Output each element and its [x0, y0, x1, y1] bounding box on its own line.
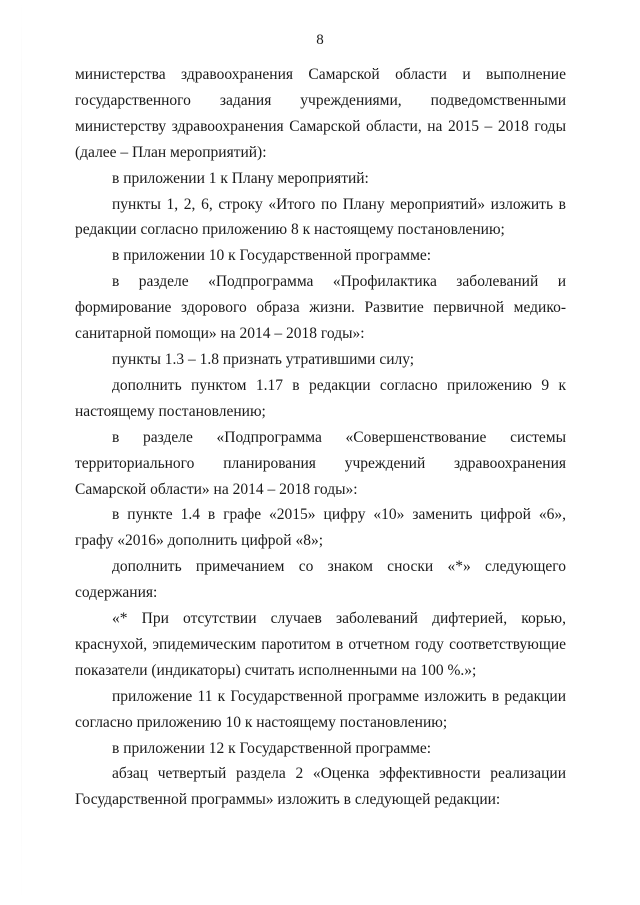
paragraph-continuation: министерства здравоохранения Самарской области и выполнение государственного задания учреждениями, подведомственными министерству здравоохранения Самарской области, на 2015 – 2018 годы (далее – План мероприятий):: [75, 66, 566, 161]
page-number: 8: [316, 32, 324, 48]
paragraph: в приложении 12 к Государственной программе:: [112, 739, 432, 757]
paragraph: в пункте 1.4 в графе «2015» цифру «10» заменить цифрой «6», графу «2016» дополнить цифрой «8»;: [75, 506, 566, 550]
paragraph-quote: «* При отсутствии случаев заболеваний дифтерией, корью, краснухой, эпидемическим паротитом в отчетном году соответствующие показатели (индикаторы) считать исполненными на 100 %.»;: [75, 610, 566, 679]
paragraph: в разделе «Подпрограмма «Профилактика заболеваний и формирование здорового образа жизни. Развитие первичной медико-санитарной помощи» на 2014 – 2018 годы»:: [75, 273, 566, 343]
paragraph: дополнить примечанием со знаком сноски «*» следующего содержания:: [75, 558, 566, 602]
paragraph: в приложении 1 к Плану мероприятий:: [112, 169, 369, 187]
paragraph: в приложении 10 к Государственной программе:: [112, 247, 432, 265]
paragraph: в разделе «Подпрограмма «Совершенствование системы территориального планирования учреждений здравоохранения Самарской области» на 2014 – 2018 годы»:: [75, 428, 566, 498]
paragraph: пункты 1.3 – 1.8 признать утратившими силу;: [112, 350, 415, 368]
paragraph: приложение 11 к Государственной программе изложить в редакции согласно приложению 10 к настоящему постановлению;: [75, 687, 566, 731]
paragraph: абзац четвертый раздела 2 «Оценка эффективности реализации Государственной программы» изложить в следующей редакции:: [75, 765, 566, 809]
paragraph: дополнить пунктом 1.17 в редакции согласно приложению 9 к настоящему постановлению;: [75, 376, 566, 420]
paragraph: пункты 1, 2, 6, строку «Итого по Плану мероприятий» изложить в редакции согласно приложению 8 к настоящему постановлению;: [75, 195, 566, 239]
document-body: [75, 62, 566, 813]
scan-edge-mark: [21, 0, 22, 905]
